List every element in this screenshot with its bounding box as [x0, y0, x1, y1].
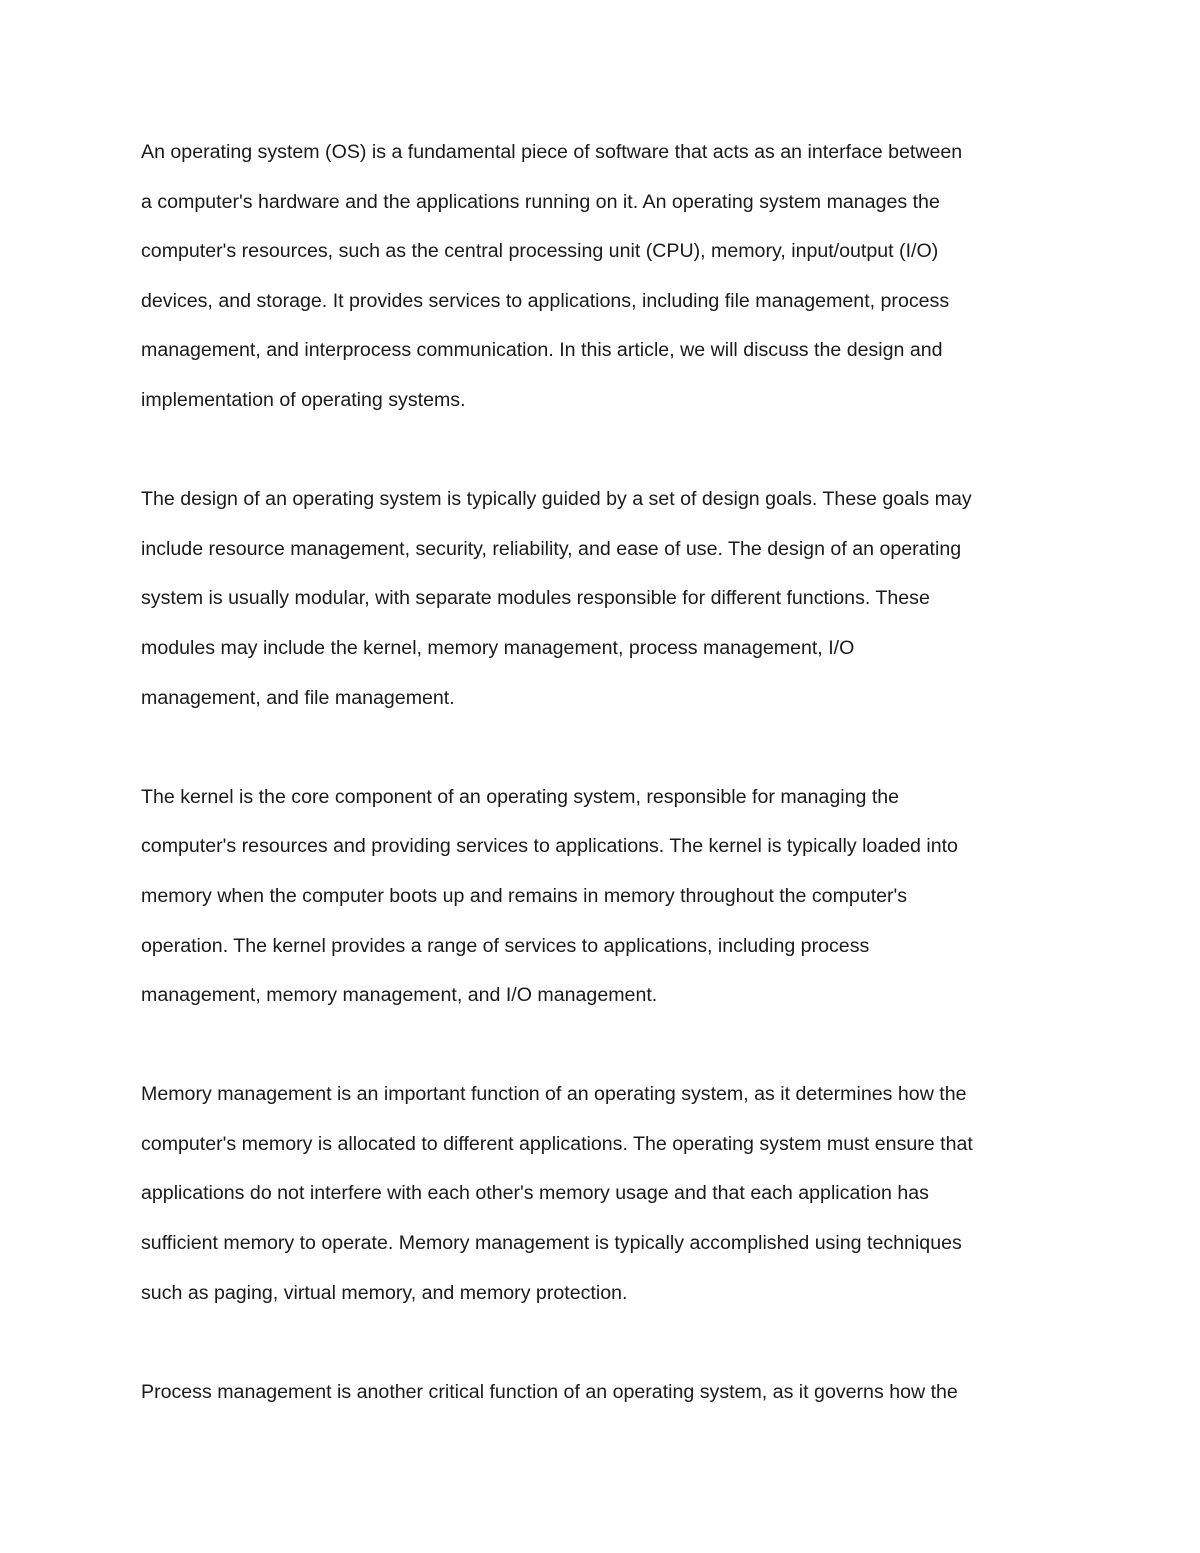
text-line: Process management is another critical function of an operating system, as it governs how the [141, 1380, 958, 1403]
text-line: applications do not interfere with each other's memory usage and that each application has [141, 1182, 929, 1205]
text-line: operation. The kernel provides a range of services to applications, including process [141, 934, 870, 957]
text-line: devices, and storage. It provides services to applications, including file management, process [141, 289, 950, 312]
text-line: system is usually modular, with separate modules responsible for different functions. These [141, 587, 930, 610]
document-body [141, 128, 1071, 1467]
paragraph-kernel [141, 773, 1071, 1021]
text-line: management, and file management. [141, 686, 455, 709]
text-line: sufficient memory to operate. Memory management is typically accomplished using techniques [141, 1232, 962, 1255]
text-line: include resource management, security, reliability, and ease of use. The design of an operating [141, 537, 962, 560]
text-line: modules may include the kernel, memory management, process management, I/O [141, 636, 855, 659]
text-line: management, and interprocess communication. In this article, we will discuss the design and [141, 339, 943, 362]
text-line: a computer's hardware and the applications running on it. An operating system manages the [141, 190, 940, 213]
paragraph-process-management [141, 1368, 1071, 1418]
paragraph-intro [141, 128, 1071, 426]
text-line: such as paging, virtual memory, and memory protection. [141, 1281, 628, 1304]
text-line: The kernel is the core component of an operating system, responsible for managing the [141, 785, 900, 808]
text-line: computer's memory is allocated to different applications. The operating system must ensure that [141, 1132, 973, 1155]
text-line: An operating system (OS) is a fundamental piece of software that acts as an interface between [141, 141, 963, 163]
text-line: The design of an operating system is typically guided by a set of design goals. These goals may [141, 488, 972, 511]
paragraph-design [141, 475, 1071, 723]
text-line: computer's resources and providing services to applications. The kernel is typically loaded into [141, 835, 958, 858]
text-line: implementation of operating systems. [141, 388, 466, 411]
text-line: Memory management is an important function of an operating system, as it determines how the [141, 1083, 967, 1106]
text-line: management, memory management, and I/O management. [141, 984, 658, 1007]
text-line: computer's resources, such as the central processing unit (CPU), memory, input/output (I/O) [141, 240, 939, 263]
text-line: memory when the computer boots up and remains in memory throughout the computer's [141, 884, 908, 907]
paragraph-memory-management [141, 1070, 1071, 1318]
